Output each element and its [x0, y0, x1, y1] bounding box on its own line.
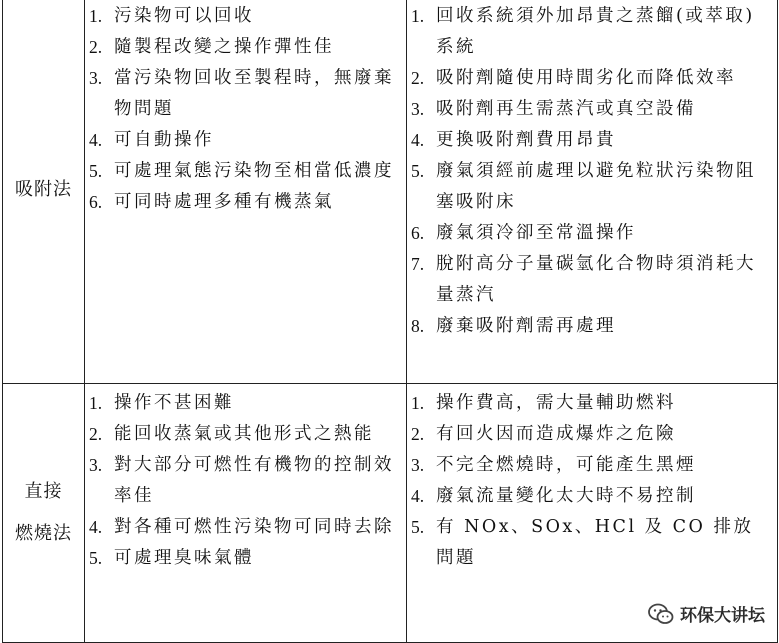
- disadvantages-cell: [407, 0, 778, 384]
- list-item: 2. 有回火因而造成爆炸之危險: [411, 424, 676, 444]
- method-cell: [3, 384, 85, 643]
- list-item: 4. 廢氣流量變化太大時不易控制: [411, 486, 696, 506]
- wechat-icon: [648, 603, 674, 625]
- list-item: 3. 對大部分可燃性有機物的控制效率佳: [89, 455, 394, 506]
- list-item: 3. 吸附劑再生需蒸汽或真空設備: [411, 99, 696, 119]
- method-name: 吸附法: [15, 179, 72, 200]
- list-item: 5. 廢氣須經前處理以避免粒狀污染物阻塞吸附床: [411, 161, 756, 212]
- comparison-table: [2, 0, 778, 643]
- list-item: 6. 廢氣須冷卻至常溫操作: [411, 223, 636, 243]
- watermark: [644, 599, 769, 628]
- list-item: 2. 能回收蒸氣或其他形式之熱能: [89, 424, 374, 444]
- method-name-line1: 直接: [24, 481, 63, 502]
- list-item: 1. 回收系統須外加昂貴之蒸餾(或萃取)系統: [411, 6, 755, 57]
- list-item: 4. 可自動操作: [89, 130, 214, 150]
- advantages-cell: [85, 384, 407, 643]
- method-name-line2: 燃燒法: [15, 523, 72, 544]
- list-item: 4. 對各種可燃性污染物可同時去除: [89, 517, 394, 537]
- list-item: 6. 可同時處理多種有機蒸氣: [89, 192, 334, 212]
- disadvantages-list: [407, 384, 777, 578]
- disadvantages-list: [407, 0, 777, 346]
- advantages-cell: [85, 0, 407, 384]
- list-item: 3. 當污染物回收至製程時，無廢棄物問題: [89, 68, 394, 119]
- list-item: 1. 操作費高，需大量輔助燃料: [411, 393, 676, 413]
- list-item: 3. 不完全燃燒時，可能產生黑煙: [411, 455, 696, 475]
- list-item: 1. 污染物可以回收: [89, 6, 254, 26]
- list-item: 1. 操作不甚困難: [89, 393, 234, 413]
- list-item: 5. 有 NOx、SOx、HCl 及 CO 排放問題: [411, 517, 754, 568]
- list-item: 5. 可處理氣態污染物至相當低濃度: [89, 161, 394, 181]
- table-row: [3, 0, 778, 384]
- advantages-list: [85, 384, 406, 578]
- list-item: 2. 隨製程改變之操作彈性佳: [89, 37, 334, 57]
- watermark-text: 环保大讲坛: [680, 606, 765, 626]
- list-item: 5. 可處理臭味氣體: [89, 548, 254, 568]
- method-cell: [3, 0, 85, 384]
- list-item: 2. 吸附劑隨使用時間劣化而降低效率: [411, 68, 736, 88]
- list-item: 7. 脫附高分子量碳氫化合物時須消耗大量蒸汽: [411, 254, 756, 305]
- list-item: 8. 廢棄吸附劑需再處理: [411, 316, 616, 336]
- list-item: 4. 更換吸附劑費用昂貴: [411, 130, 616, 150]
- advantages-list: [85, 0, 406, 222]
